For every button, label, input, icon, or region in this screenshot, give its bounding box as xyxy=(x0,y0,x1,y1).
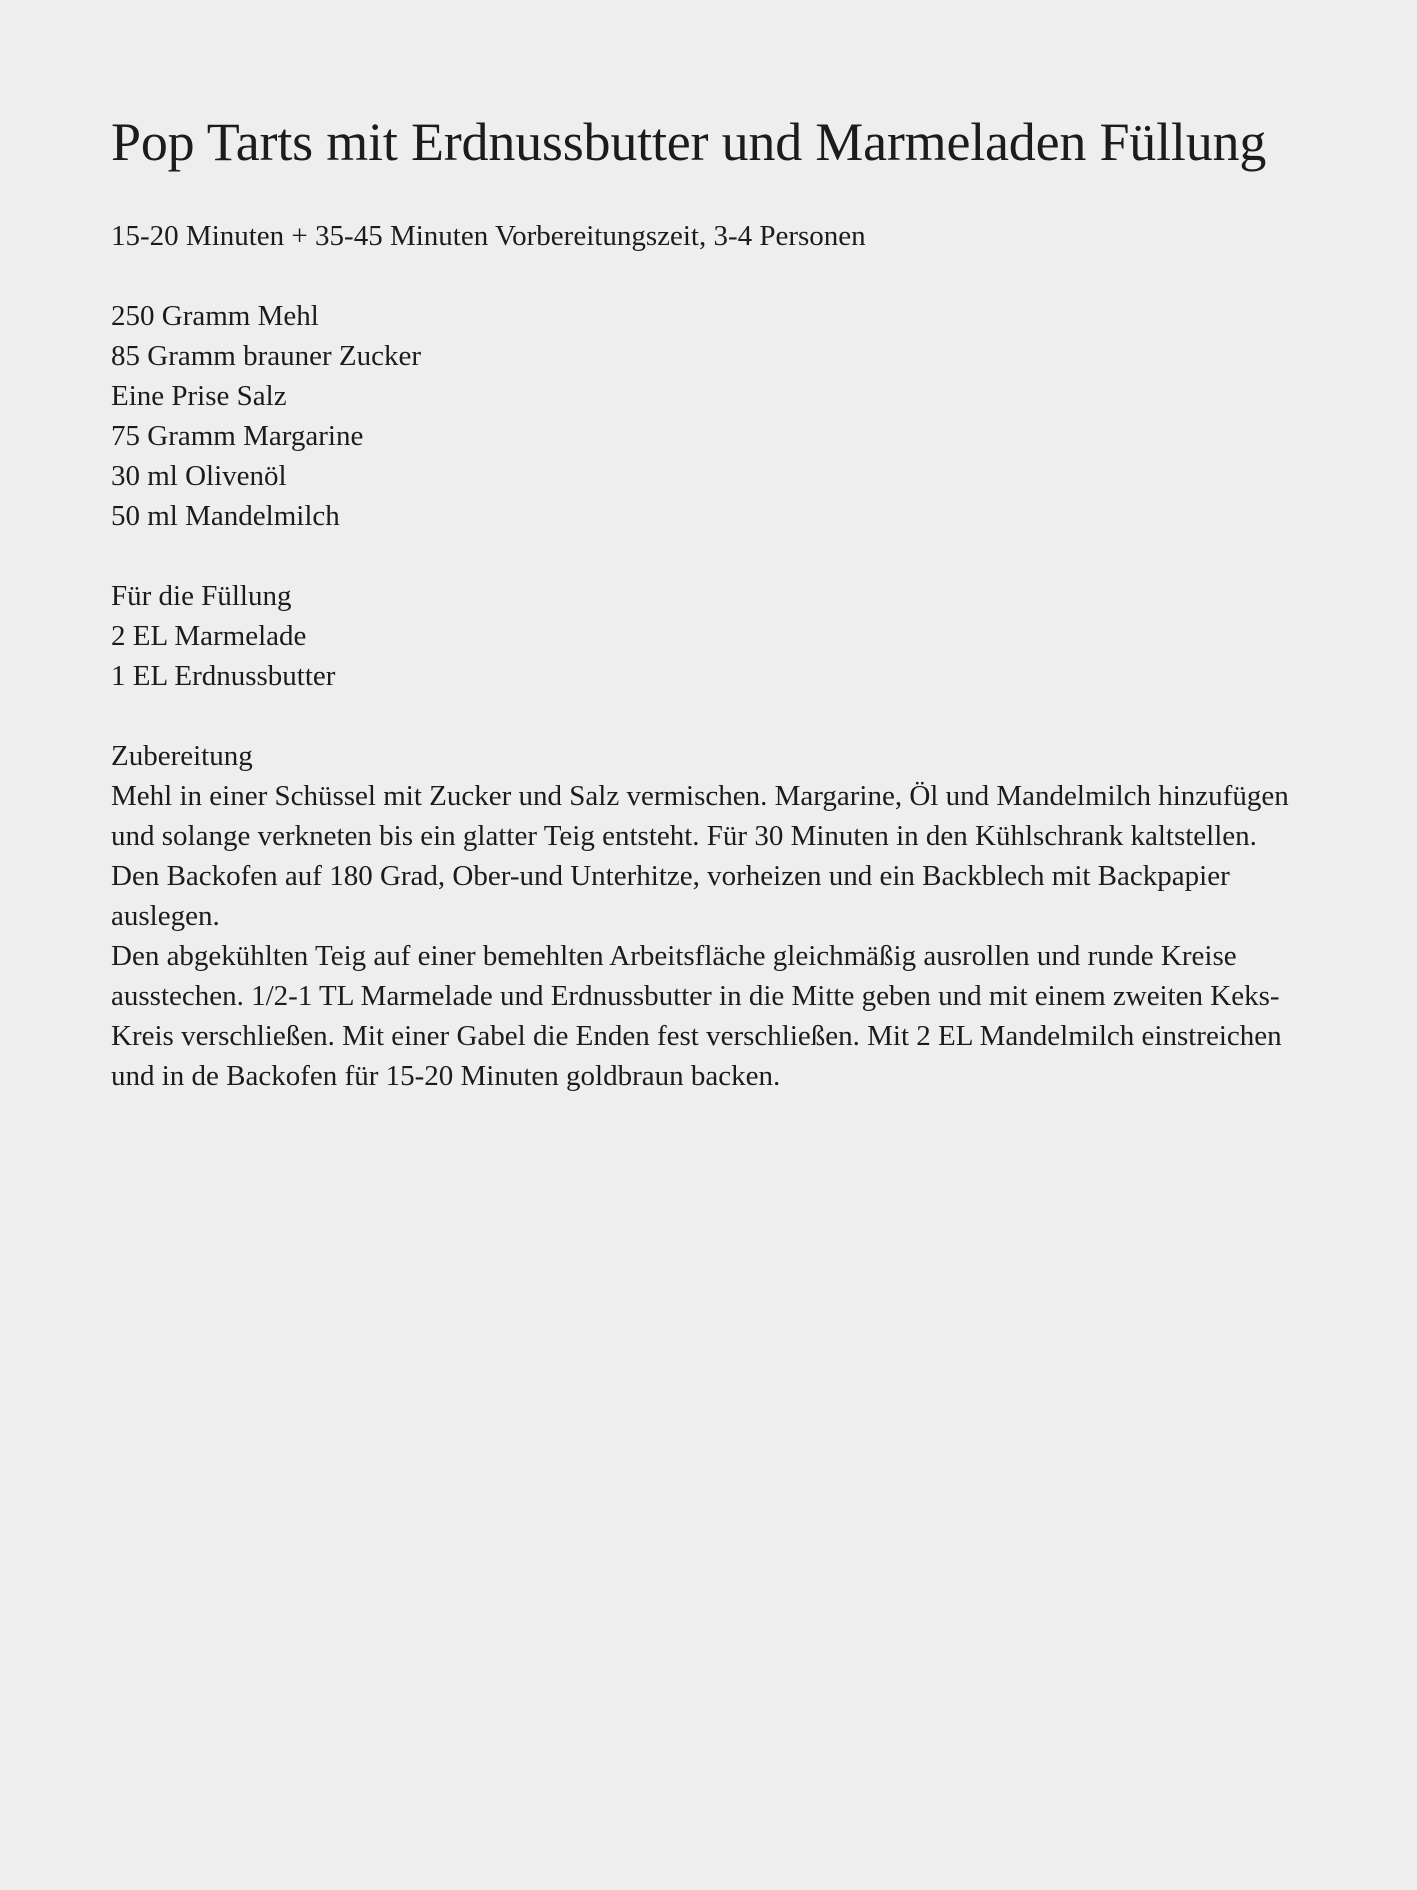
preparation-step: Den Backofen auf 180 Grad, Ober-und Unterhitze, vorheizen und ein Backblech mit Backpapier auslegen. xyxy=(111,860,1230,932)
ingredient-item: 250 Gramm Mehl xyxy=(111,300,319,332)
ingredients-list xyxy=(111,296,1341,536)
recipe-title: Pop Tarts mit Erdnussbutter und Marmeladen Füllung xyxy=(111,112,1267,172)
preparation-section xyxy=(111,736,1341,1096)
ingredient-item: 50 ml Mandelmilch xyxy=(111,500,340,532)
filling-item: 1 EL Erdnussbutter xyxy=(111,660,336,692)
preparation-step: Den abgekühlten Teig auf einer bemehlten Arbeitsfläche gleichmäßig ausrollen und runde Kreise ausstechen. 1/2-1 TL Marmelade und Erdnussbutter in die Mitte geben und mit einem zweiten Keks-Kreis verschließen. Mit einer Gabel die Enden fest verschließen. Mit 2 EL Mandelmilch einstreichen und in de Backofen für 15-20 Minuten goldbraun backen. xyxy=(111,940,1282,1092)
filling-item: 2 EL Marmelade xyxy=(111,620,307,652)
preparation-heading: Zubereitung xyxy=(111,740,253,772)
recipe-page xyxy=(111,108,1341,1096)
recipe-meta: 15-20 Minuten + 35-45 Minuten Vorbereitungszeit, 3-4 Personen xyxy=(111,220,866,252)
ingredient-item: 75 Gramm Margarine xyxy=(111,420,364,452)
filling-section xyxy=(111,576,1341,696)
preparation-step: Mehl in einer Schüssel mit Zucker und Salz vermischen. Margarine, Öl und Mandelmilch hinzufügen und solange verkneten bis ein glatter Teig entsteht. Für 30 Minuten in den Kühlschrank kaltstellen. xyxy=(111,780,1289,852)
ingredient-item: 30 ml Olivenöl xyxy=(111,460,287,492)
ingredient-item: 85 Gramm brauner Zucker xyxy=(111,340,422,372)
ingredient-item: Eine Prise Salz xyxy=(111,380,287,412)
filling-heading: Für die Füllung xyxy=(111,580,292,612)
